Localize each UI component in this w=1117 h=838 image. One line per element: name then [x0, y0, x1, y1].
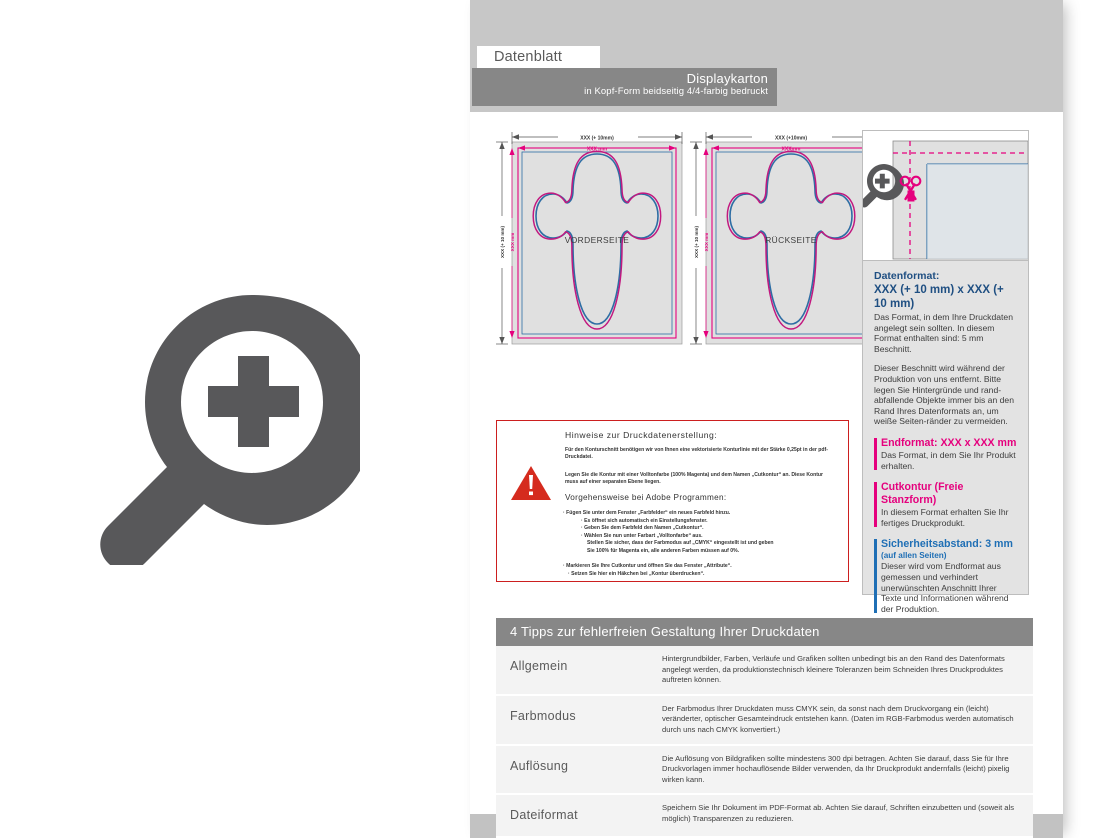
- notes-list-item: · Markieren Sie Ihre Cutkontur und öffnen Sie das Fenster „Attribute“.: [563, 563, 732, 569]
- tips-rows: [496, 646, 1033, 838]
- legend-sicherheit-subtitle: (auf allen Seiten): [881, 551, 947, 561]
- svg-text:XXXmm: XXXmm: [781, 146, 801, 153]
- svg-text:XXX mm: XXX mm: [586, 146, 608, 153]
- tips-row-text: Der Farbmodus Ihrer Druckdaten muss CMYK sein, da sonst nach dem Druckvorgang ein (leicht) veränderter, optischer Gesamteindruck entstehen kann. (Daten im RGB-Farbmodus werden automatisch durch uns nach CMYK konvertiert.): [662, 703, 1014, 734]
- legend-sicherheit-title: Sicherheitsabstand: 3 mm: [881, 538, 1013, 551]
- notes-box: [496, 420, 849, 582]
- notes-para2: Legen Sie die Kontur mit einer Volltonfarbe (100% Magenta) und dem Namen „Cutkontur“ an. Diese Kontur muss auf einer separaten Ebene liegen.: [565, 472, 824, 486]
- tips-title: 4 Tipps zur fehlerfreien Gestaltung Ihrer Druckdaten: [496, 618, 1033, 646]
- notes-heading: Hinweise zur Druckdatenerstellung:: [565, 430, 718, 440]
- datenformat-text: Das Format, in dem Ihre Druckdaten angelegt sein sollten. In diesem Format enthalten sind: 5 mm Beschnitt.: [874, 312, 1013, 354]
- tips-row: [496, 696, 1033, 746]
- legend-item-cutkontur: [874, 481, 1018, 528]
- svg-text:XXX mm: XXX mm: [510, 232, 515, 252]
- notes-list-item: Stellen Sie sicher, dass der Farbmodus auf „CMYK“ eingestellt ist und geben: [587, 540, 774, 547]
- datenformat-value: XXX (+ 10 mm) x XXX (+ 10 mm): [874, 284, 1004, 310]
- tips-row-text: Hintergrundbilder, Farben, Verläufe und Grafiken sollten unbedingt bis an den Rand des Datenformats angelegt werden, da produktionstechnisch kleinere Toleranzen beim Schneiden Ihres Druckproduktes auftreten können.: [662, 654, 1005, 685]
- notes-list-end: [563, 563, 853, 578]
- datenformat-text2: Dieser Beschnitt wird während der Produktion von uns entfernt. Bitte legen Sie Hintergründe und rand-abfallende Objekte immer bis an den Rand Ihres Datenformats an, um weiße Seiten-ränder zu vermeiden.: [874, 363, 1014, 427]
- tips-row-category: Auflösung: [510, 758, 569, 773]
- tips-table: [496, 618, 1033, 838]
- tips-row-text: Die Auflösung von Bildgrafiken sollte mindestens 300 dpi betragen. Achten Sie darauf, dass Sie für Ihre Druckvorlagen immer hochauflösende Bilder verwenden, da Ihr Druckprodukt andernfalls (leicht) pixelig wirken kann.: [662, 753, 1010, 784]
- legend-endformat-title: Endformat: XXX x XXX mm: [881, 436, 1017, 449]
- drawing-back: [690, 132, 876, 344]
- notes-list-item: · Fügen Sie unter dem Fenster „Farbfelder“ ein neues Farbfeld hinzu.: [563, 510, 731, 516]
- notes-list-item: · Setzen Sie hier ein Häkchen bei „Kontur überdrucken“.: [568, 570, 705, 577]
- tips-row-text: Speichern Sie Ihr Dokument im PDF-Format ab. Achten Sie darauf, Schriften einzubetten und (soweit als möglich) Transparenzen zu reduzieren.: [662, 803, 1015, 823]
- legend-item-endformat: [874, 437, 1018, 471]
- header-bar: [472, 68, 777, 106]
- notes-list-item: · Es öffnet sich automatisch ein Einstellungsfenster.: [581, 517, 708, 524]
- tips-row: [496, 746, 1033, 796]
- info-panel-text: [863, 261, 1028, 614]
- svg-text:VORDERSEITE: VORDERSEITE: [564, 235, 630, 245]
- notes-list: [563, 510, 843, 556]
- magnifier-plus-icon-large[interactable]: [100, 295, 360, 565]
- datenformat-title: Datenformat:: [874, 270, 940, 282]
- svg-text:XXX (+ 10mm): XXX (+ 10mm): [580, 135, 614, 142]
- svg-text:RÜCKSEITE: RÜCKSEITE: [765, 235, 817, 245]
- legend-item-sicherheitsabstand: [874, 538, 1018, 614]
- svg-text:XXX (+ 10 mm): XXX (+ 10 mm): [500, 225, 505, 259]
- tips-row-category: Dateiformat: [510, 808, 578, 823]
- notes-list-item: Sie 100% für Magenta ein, alle anderen Farben müssen auf 0%.: [587, 547, 740, 554]
- svg-text:XXX (+ 10 mm): XXX (+ 10 mm): [694, 225, 699, 259]
- header-title: Displaykarton: [686, 71, 768, 86]
- notes-heading2: Vorgehensweise bei Adobe Programmen:: [565, 493, 727, 502]
- info-panel: [862, 130, 1029, 614]
- notes-list-item: · Geben Sie dem Farbfeld den Namen „Cutkontur“.: [581, 525, 704, 532]
- legend-endformat-text: Das Format, in dem Sie Ihr Produkt erhalten.: [881, 449, 1016, 471]
- svg-text:XXX mm: XXX mm: [704, 232, 709, 252]
- notes-list-item: · Wählen Sie nun unter Farbart „Volltonfarbe“ aus.: [581, 532, 703, 539]
- svg-text:XXX (+10mm): XXX (+10mm): [774, 135, 808, 142]
- tips-row: [496, 795, 1033, 838]
- tips-row-category: Farbmodus: [510, 708, 576, 723]
- legend-cutkontur-title: Cutkontur (Freie Stanzform): [881, 481, 964, 507]
- legend-sicherheit-text: Dieser wird vom Endformat aus gemessen und verhindert unerwünschten Anschnitt Ihrer Texte und Informationen während der Produktion.: [881, 561, 1009, 614]
- legend-cutkontur-text: In diesem Format erhalten Sie Ihr fertiges Druckprodukt.: [881, 507, 1009, 528]
- warning-triangle-icon: [510, 465, 552, 506]
- tab-datenblatt[interactable]: Datenblatt: [477, 46, 600, 68]
- info-panel-diagram: [863, 131, 1028, 261]
- notes-para1: Für den Konturschnitt benötigen wir von Ihnen eine vektorisierte Konturlinie mit der Stärke 0,25pt in der pdf-Druckdatei.: [565, 447, 828, 461]
- datasheet-document: [470, 0, 1063, 838]
- tips-row: [496, 646, 1033, 696]
- header-subtitle: in Kopf-Form beidseitig 4/4-farbig bedruckt: [584, 86, 768, 97]
- drawing-front: [496, 132, 682, 344]
- tips-row-category: Allgemein: [510, 659, 568, 673]
